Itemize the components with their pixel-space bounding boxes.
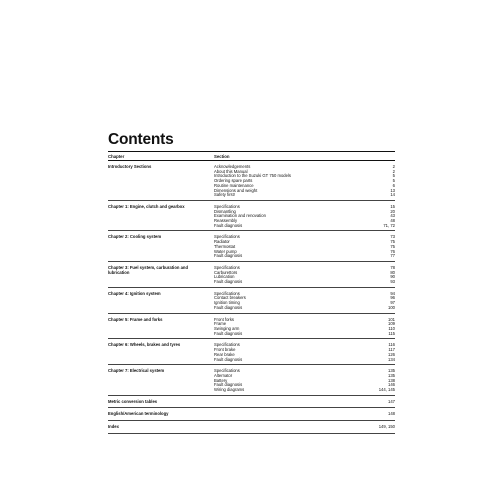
page-number: 75: [390, 239, 395, 245]
page-number: 135: [388, 372, 395, 378]
page-number: 15: [390, 203, 395, 209]
page-number: 146: [388, 382, 395, 388]
section-list: [214, 266, 395, 285]
page-number: 138: [388, 377, 395, 383]
page-number: 5: [392, 173, 395, 179]
section-label: Radiator: [214, 239, 230, 245]
chapter-section: [108, 201, 395, 232]
chapter-title: Chapter 5: Frame and forks: [108, 316, 163, 322]
section-label: Fault diagnosis: [214, 253, 243, 259]
section-label: Introduction to the Suzuki GT 750 models: [214, 173, 291, 179]
page-number: 147: [388, 398, 395, 404]
page-number: 101: [388, 316, 395, 322]
section-label: Examination and renovation: [214, 213, 266, 219]
page-number: 80: [390, 269, 395, 275]
section-entry: [214, 306, 395, 311]
section-label: About this Manual: [214, 168, 248, 174]
section-entry: [214, 224, 395, 229]
chapter-section: [108, 288, 395, 314]
section-list: [214, 318, 395, 337]
section-list: [214, 343, 395, 362]
section-label: Front forks: [214, 316, 235, 322]
page-number: 77: [390, 253, 395, 259]
page-number: 110: [388, 325, 395, 331]
page-number: 13: [390, 187, 395, 193]
section-entry: [214, 388, 395, 393]
section-list: [214, 369, 395, 393]
chapter-section: [108, 231, 395, 262]
page-number: 117: [388, 347, 395, 353]
page-number: 90: [390, 274, 395, 280]
extra-entry: [108, 396, 395, 409]
section-label: Acknowledgements: [214, 164, 251, 169]
page-number: 71, 72: [383, 222, 395, 228]
page-number: 5: [392, 178, 395, 184]
page-number: 20: [390, 208, 395, 214]
section-label: Reassembly: [214, 218, 238, 224]
page-number: 2: [392, 164, 395, 169]
section-list: [214, 165, 395, 198]
chapter-section: [108, 314, 395, 340]
chapter-section: [108, 339, 395, 365]
chapter-title: Introductory Sections: [108, 164, 152, 169]
section-label: Alternator: [214, 372, 233, 378]
section-entry: [214, 358, 395, 363]
chapter-title: Chapter 7: Electrical system: [108, 368, 165, 374]
chapter-title: Chapter 6: Wheels, brakes and tyres: [108, 342, 181, 348]
page-number: 109: [388, 321, 395, 327]
chapter-title: Chapter 3: Fuel system, carburation and lubrication: [108, 264, 189, 275]
chapter-title: Chapter 2: Cooling system: [108, 234, 162, 240]
section-list: [214, 292, 395, 311]
section-label: Swinging arm: [214, 325, 240, 331]
section-label: Contact breakers: [214, 295, 246, 301]
page-number: 115: [388, 330, 395, 336]
section-label: Fault diagnosis: [214, 382, 243, 388]
page-number: 96: [390, 295, 395, 301]
section-label: Front brake: [214, 347, 236, 353]
section-label: Thermostat: [214, 243, 236, 249]
section-label: Specifications: [214, 290, 240, 296]
page-number: 149, 150: [378, 424, 395, 430]
section-list: [214, 235, 395, 259]
section-label: Frame: [214, 321, 227, 327]
section-list: [214, 205, 395, 229]
page-number: 2: [392, 168, 395, 174]
section-label: Routine maintenance: [214, 182, 254, 188]
page-number: 6: [392, 182, 395, 188]
table-header: [108, 153, 395, 160]
section-entry: [214, 254, 395, 259]
chapter-section: [108, 365, 395, 396]
section-label: Specifications: [214, 203, 240, 209]
section-label: Water pump: [214, 248, 237, 254]
section-entry: [214, 280, 395, 285]
page-number: 76: [390, 248, 395, 254]
section-label: Ignition timing: [214, 300, 240, 306]
section-label: Dismantling: [214, 208, 236, 214]
section-label: Wiring diagrams: [214, 387, 245, 393]
section-label: Ordering spare parts: [214, 178, 253, 184]
extra-title: English/American terminology: [108, 411, 169, 417]
extra-title: Metric conversion tables: [108, 398, 158, 404]
section-label: Specifications: [214, 342, 240, 348]
page-number: 148: [388, 411, 395, 417]
page-number: 97: [390, 300, 395, 306]
section-label: Specifications: [214, 234, 240, 240]
chapter-section: [108, 161, 395, 201]
page-number: 135: [388, 368, 395, 374]
section-label: Specifications: [214, 368, 240, 374]
title-rule: [108, 151, 395, 152]
section-label: Battery: [214, 377, 228, 383]
chapter-section: [108, 262, 395, 288]
page-number: 134: [388, 356, 395, 362]
toc-body: [108, 161, 395, 434]
page-number: 116: [388, 342, 395, 348]
section-entry: [214, 332, 395, 337]
section-label: Safety first!: [214, 192, 235, 198]
extra-entry: [108, 408, 395, 421]
section-label: Fault diagnosis: [214, 279, 243, 285]
section-label: Fault diagnosis: [214, 222, 243, 228]
page-title: Contents: [108, 131, 174, 148]
page-number: 126: [388, 351, 395, 357]
page-number: 94: [390, 290, 395, 296]
page-number: 144, 145: [378, 387, 395, 393]
section-label: Fault diagnosis: [214, 330, 243, 336]
page-number: 73: [390, 234, 395, 240]
chapter-title: Chapter 1: Engine, clutch and gearbox: [108, 203, 185, 209]
section-label: Rear brake: [214, 351, 235, 357]
page-number: 78: [390, 264, 395, 270]
section-label: Lubrication: [214, 274, 235, 280]
chapter-title: Chapter 4: Ignition system: [108, 290, 161, 296]
section-label: Fault diagnosis: [214, 304, 243, 310]
chapter-column-header: Chapter: [108, 154, 125, 159]
contents-page: [108, 131, 395, 434]
section-label: Fault diagnosis: [214, 356, 243, 362]
section-label: Specifications: [214, 264, 240, 270]
page-number: 43: [390, 213, 395, 219]
page-number: 75: [390, 243, 395, 249]
page-number: 48: [390, 218, 395, 224]
extra-title: Index: [108, 424, 119, 430]
page-number: 14: [390, 192, 395, 198]
page-number: 100: [388, 304, 395, 310]
section-label: Carburettors: [214, 269, 238, 275]
page-number: 93: [390, 279, 395, 285]
section-entry: [214, 193, 395, 198]
section-label: Dimensions and weight: [214, 187, 258, 193]
extra-entry: [108, 421, 395, 434]
section-column-header: Section: [214, 154, 230, 159]
